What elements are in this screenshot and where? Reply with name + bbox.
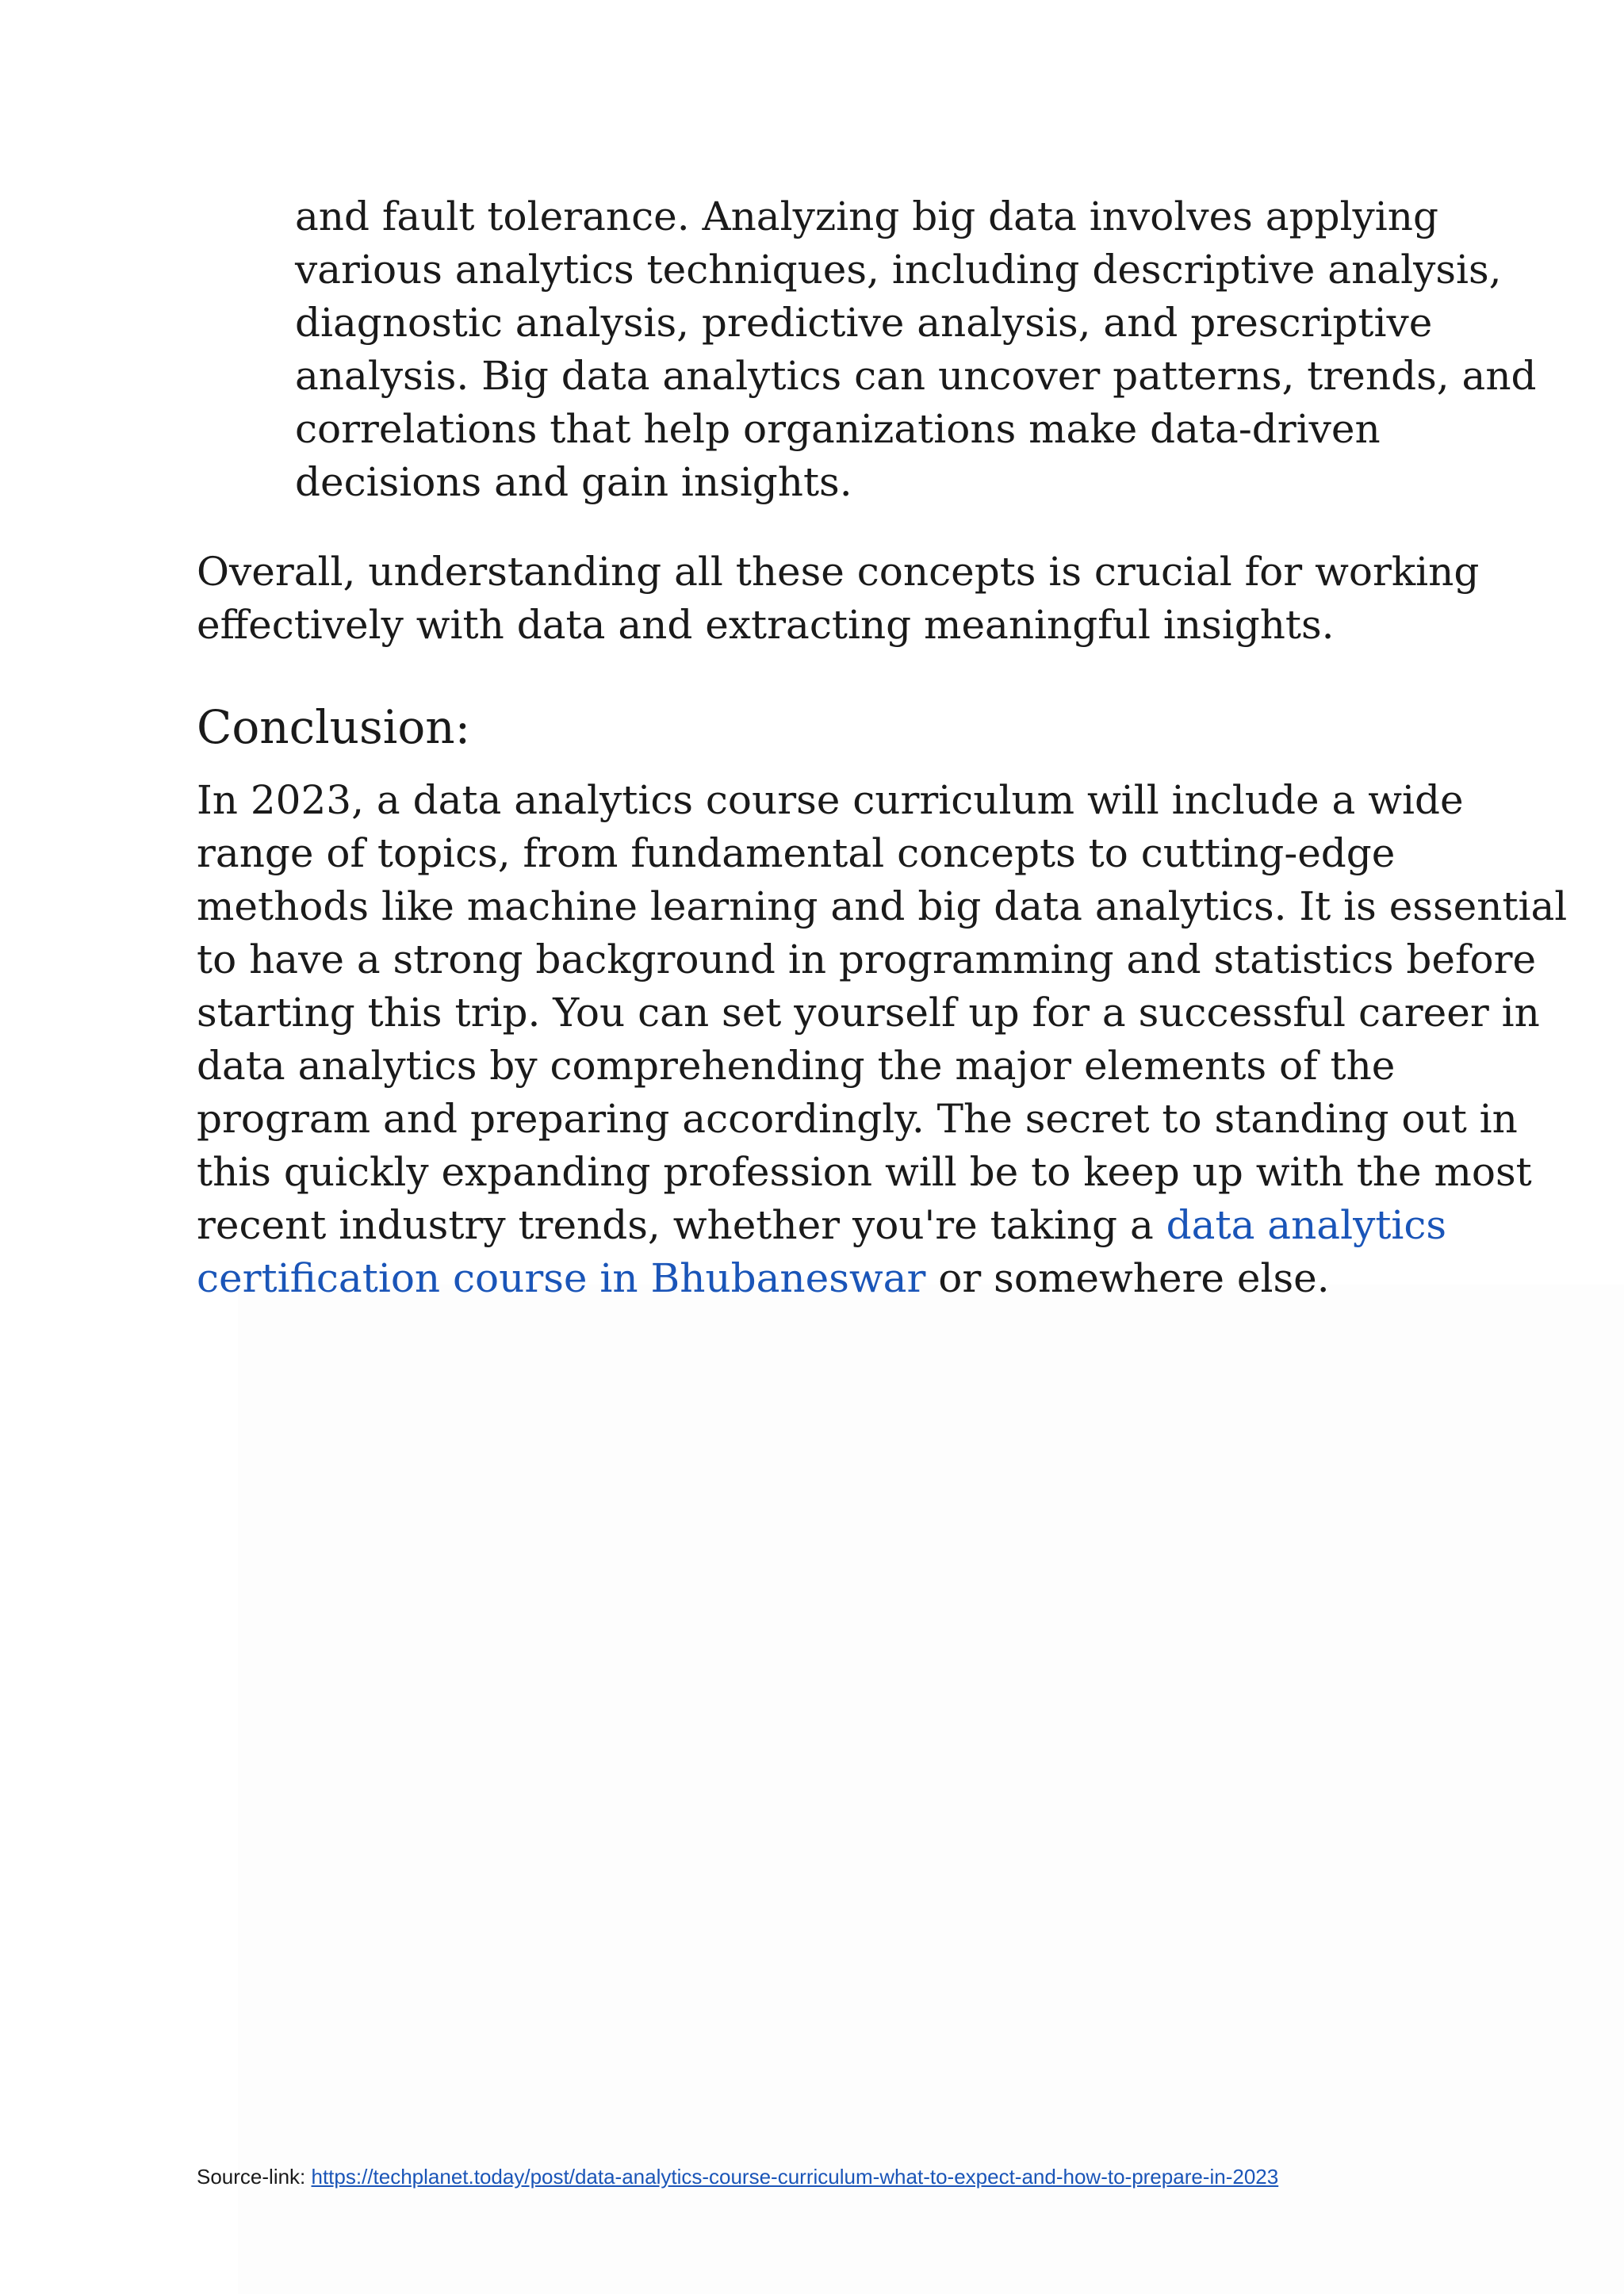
- paragraph-line: analysis. Big data analytics can uncover patterns, trends, and: [295, 353, 1537, 399]
- paragraph-line: In 2023, a data analytics course curriculum will include a wide: [197, 777, 1464, 823]
- paragraph-line: range of topics, from fundamental concepts to cutting-edge: [197, 830, 1396, 876]
- paragraph-line: effectively with data and extracting meaningful insights.: [197, 602, 1335, 648]
- paragraph-line: correlations that help organizations make data-driven: [295, 406, 1381, 452]
- overall-paragraph: [197, 546, 1480, 652]
- conclusion-paragraph: [197, 774, 1568, 1305]
- paragraph-line: decisions and gain insights.: [295, 459, 852, 505]
- course-link[interactable]: data analytics: [1166, 1202, 1447, 1248]
- conclusion-heading: Conclusion:: [197, 700, 471, 754]
- paragraph-line: methods like machine learning and big data analytics. It is essential: [197, 883, 1568, 929]
- paragraph-line: this quickly expanding profession will be to keep up with the most: [197, 1149, 1532, 1195]
- paragraph-line: and fault tolerance. Analyzing big data involves applying: [295, 193, 1438, 239]
- paragraph-line: to have a strong background in programming and statistics before: [197, 936, 1537, 982]
- course-link-continued[interactable]: certification course in Bhubaneswar: [197, 1255, 926, 1301]
- paragraph-line: starting this trip. You can set yourself up for a successful career in: [197, 990, 1540, 1036]
- indented-paragraph: [295, 190, 1537, 509]
- source-footer: [197, 2163, 1278, 2190]
- line-text: or somewhere else.: [925, 1255, 1330, 1301]
- paragraph-line: [197, 1199, 1447, 1252]
- page-shade: [238, 1285, 1624, 2294]
- paragraph-line: [197, 1252, 1434, 1305]
- paragraph-line: data analytics by comprehending the major elements of the: [197, 1043, 1396, 1089]
- paragraph-line: Overall, understanding all these concepts is crucial for working: [197, 549, 1480, 595]
- paragraph-line: program and preparing accordingly. The secret to standing out in: [197, 1096, 1518, 1142]
- source-label: Source-link:: [197, 2165, 312, 2189]
- source-url-link[interactable]: https://techplanet.today/post/data-analytics-course-curriculum-what-to-expect-and-how-to-prepare-in-2023: [311, 2165, 1279, 2189]
- paragraph-line: various analytics techniques, including descriptive analysis,: [295, 247, 1502, 293]
- paragraph-line: diagnostic analysis, predictive analysis, and prescriptive: [295, 300, 1433, 346]
- line-text: recent industry trends, whether you're taking a: [197, 1202, 1166, 1248]
